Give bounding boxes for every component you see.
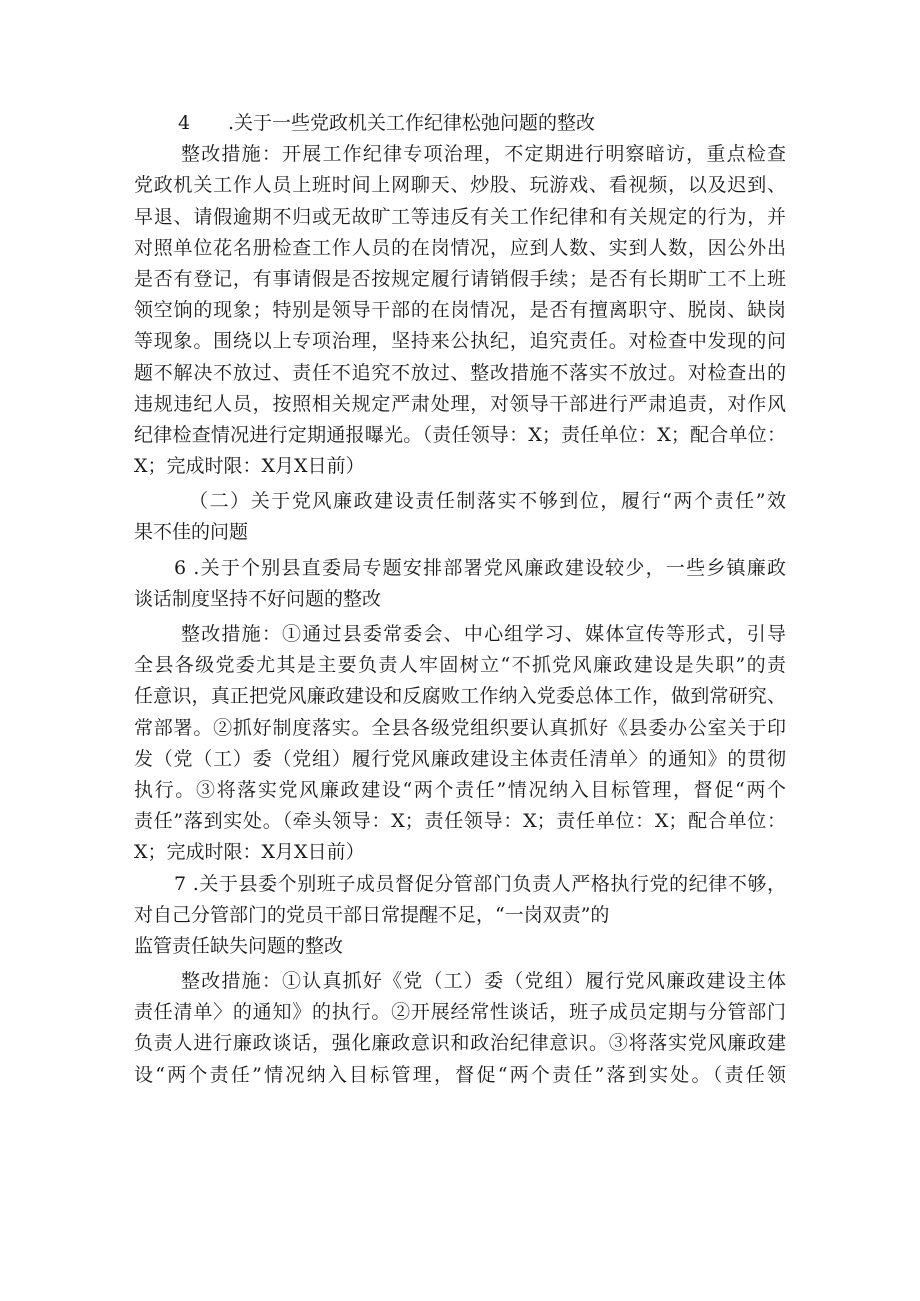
- section-4-title: .关于一些党政机关工作纪律松弛问题的整改: [228, 112, 596, 134]
- paragraph-line: 纪律检查情况进行定期通报曝光。（责任领导：X；责任单位：X；配合单位：: [134, 423, 786, 446]
- paragraph-line: 违规违纪人员，按照相关规定严肃处理，对领导干部进行严肃追责，对作风: [134, 392, 786, 415]
- part-2-heading-cont: 果不佳的问题: [134, 521, 249, 544]
- paragraph-line: X；完成时限：X月X日前）: [134, 841, 365, 864]
- paragraph-line: 是否有登记，有事请假是否按规定履行请销假手续；是否有长期旷工不上班: [134, 267, 786, 290]
- paragraph-line: 全县各级党委尤其是主要负责人牢固树立“不抓党风廉政建设是失职”的责: [134, 654, 786, 677]
- paragraph-line: 常部署。②抓好制度落实。全县各级党组织要认真抓好《县委办公室关于印: [134, 716, 786, 739]
- paragraph-line: 责任清单〉的通知》的执行。②开展经常性谈话，班子成员定期与分管部门: [134, 1001, 786, 1024]
- document-page: [134, 108, 786, 1091]
- paragraph-line: 设“两个责任”情况纳入目标管理，督促“两个责任”落到实处。（责任领: [134, 1063, 786, 1086]
- section-7-heading-cont: 对自己分管部门的党员干部日常提醒不足，“一岗双责”的: [134, 903, 610, 926]
- paragraph-line: 党政机关工作人员上班时间上网聊天、炒股、玩游戏、看视频，以及迟到、: [134, 174, 786, 197]
- paragraph-line: 整改措施：①认真抓好《党（工）委（党组）履行党风廉政建设主体: [181, 970, 786, 993]
- paragraph-line: 领空饷的现象；特别是领导干部的在岗情况，是否有擅离职守、脱岗、缺岗: [134, 299, 786, 322]
- paragraph-line: 执行。③将落实党风廉政建设“两个责任”情况纳入目标管理，督促“两个: [134, 778, 786, 801]
- paragraph-line: 题不解决不放过、责任不追究不放过、整改措施不落实不放过。对检查出的: [134, 361, 786, 384]
- paragraph-line: 整改措施：开展工作纪律专项治理，不定期进行明察暗访，重点检查: [181, 143, 786, 166]
- section-7-heading-cont: 监管责任缺失问题的整改: [134, 934, 344, 957]
- section-4-number: 4: [178, 112, 191, 134]
- paragraph-line: 早退、请假逾期不归或无故旷工等违反有关工作纪律和有关规定的行为，并: [134, 205, 786, 228]
- section-6-heading-cont: 谈话制度坚持不好问题的整改: [134, 587, 382, 610]
- section-7-heading: 7 .关于县委个别班子成员督促分管部门负责人严格执行党的纪律不够，: [174, 872, 786, 895]
- section-6-heading: 6 .关于个别县直委局专题安排部署党风廉政建设较少，一些乡镇廉政: [174, 556, 786, 579]
- section-4-heading: [134, 108, 786, 139]
- paragraph-line: X；完成时限：X月X日前）: [134, 455, 365, 478]
- paragraph-line: 责任”落到实处。（牵头领导：X；责任领导：X；责任单位：X；配合单位：: [134, 810, 786, 833]
- part-2-heading: （二）关于党风廉政建设责任制落实不够到位，履行“两个责任”效: [189, 490, 786, 513]
- paragraph-line: 发（党（工）委（党组）履行党风廉政建设主体责任清单〉的通知》的贯彻: [134, 747, 786, 770]
- paragraph-line: 对照单位花名册检查工作人员的在岗情况，应到人数、实到人数，因公外出: [134, 236, 786, 259]
- paragraph-line: 等现象。围绕以上专项治理，坚持来公执纪，追究责任。对检查中发现的问: [134, 330, 786, 353]
- paragraph-line: 整改措施：①通过县委常委会、中心组学习、媒体宣传等形式，引导: [181, 623, 786, 645]
- paragraph-line: 负责人进行廉政谈话，强化廉政意识和政治纪律意识。③将落实党风廉政建: [134, 1032, 786, 1055]
- paragraph-line: 任意识，真正把党风廉政建设和反腐败工作纳入党委总体工作，做到常研究、: [134, 685, 786, 708]
